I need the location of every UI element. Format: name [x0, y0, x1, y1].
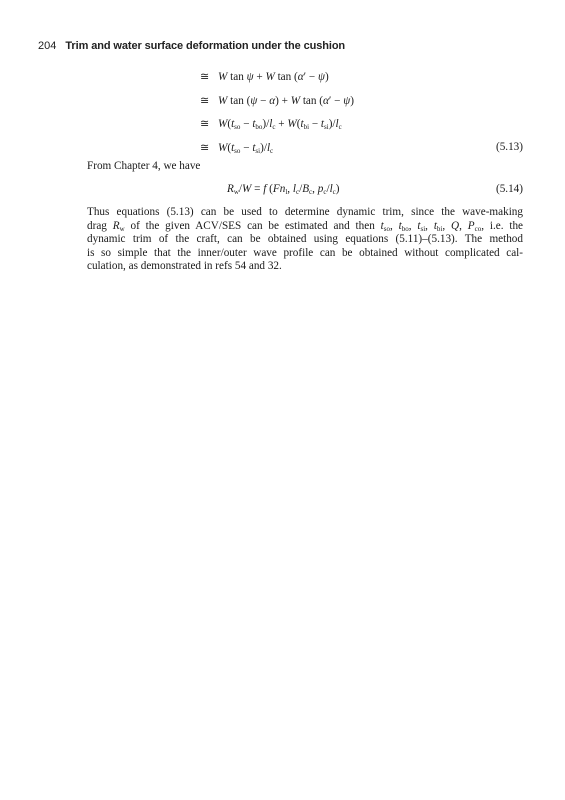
- equation-line-1: ≅ W tan ψ + W tan (α′ − ψ): [200, 71, 329, 83]
- running-header: [38, 40, 345, 52]
- paragraph-line-4: is so simple that the inner/outer wave profile can be obtained without complicated cal-: [87, 246, 523, 259]
- equation-line-3: ≅ $W(t_{so} - t_{bo})/l_c + W(t_{bi} - t_{si})/l_c$: [200, 118, 342, 131]
- intro-text: From Chapter 4, we have: [87, 160, 201, 172]
- paragraph-line-3: dynamic trim of the craft, can be obtained using equations (5.11)–(5.13). The method: [87, 233, 523, 246]
- paragraph-line-5: culation, as demonstrated in refs 54 and 32.: [87, 260, 282, 273]
- running-title: Trim and water surface deformation under the cushion: [65, 40, 346, 52]
- body-paragraph: [87, 206, 523, 274]
- equation-line-2: ≅ W tan (ψ − α) + W tan (α′ − ψ): [200, 95, 354, 107]
- equation-line-5: $R_w/W = f$ ($Fn_l$, $l_c/B_c$, $p_c/l_c$): [227, 183, 340, 196]
- paragraph-line-2: drag $R_w$ of the given ACV/SES can be estimated and then $t_{so}$, $t_{bo}$, $t_{si}$, $t_{bi}$, Q, $P_{co}$, i.e. the: [87, 219, 524, 233]
- page-number: 204: [38, 40, 57, 52]
- equation-number-5-13: (5.13): [495, 141, 523, 153]
- equation-number-5-14: (5.14): [495, 183, 523, 195]
- paragraph-line-1: Thus equations (5.13) can be used to determine dynamic trim, since the wave-making: [87, 206, 523, 218]
- equation-line-4: ≅ $W(t_{so} - t_{si})/l_c$: [200, 142, 274, 155]
